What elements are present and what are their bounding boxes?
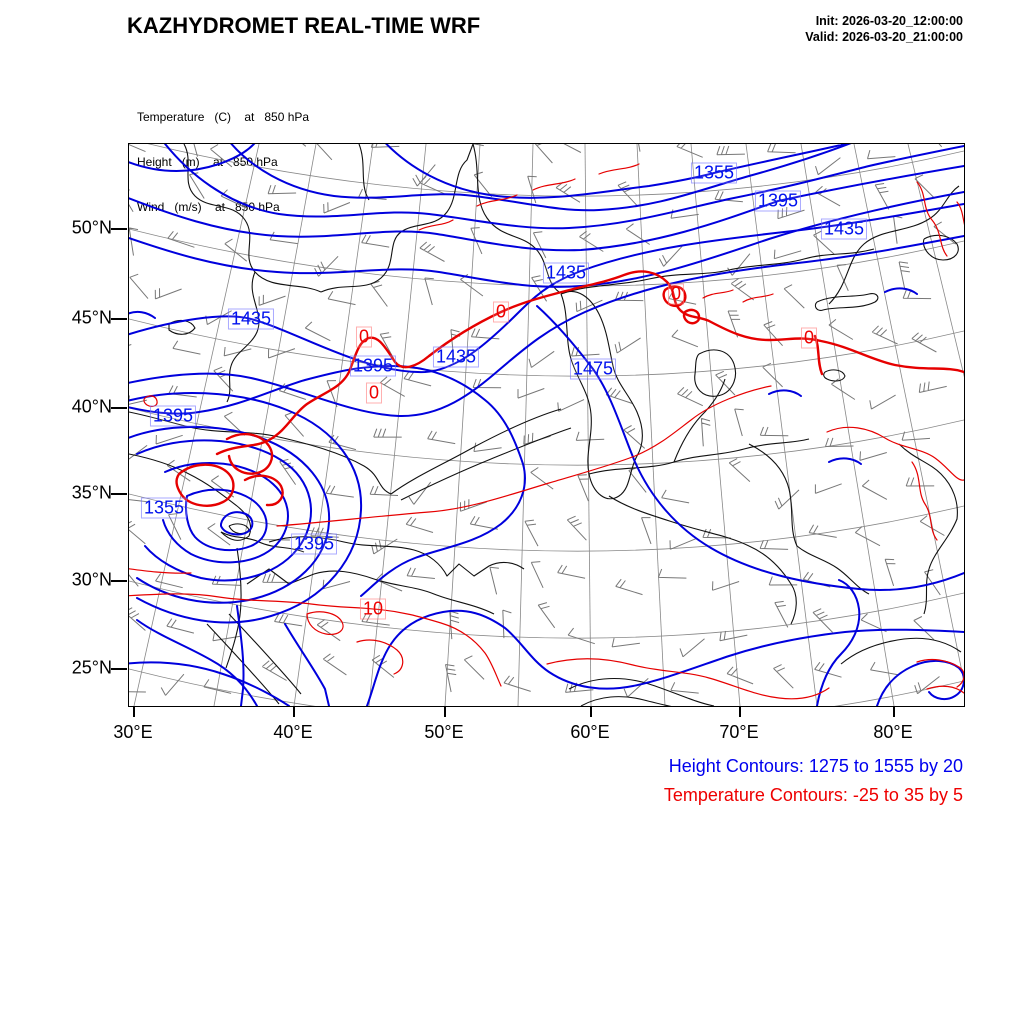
height-contour-label: 1355	[691, 163, 737, 184]
lon-tick-label: 80°E	[873, 722, 913, 742]
page-title: KAZHYDROMET REAL-TIME WRF	[127, 13, 481, 38]
temp-contour-label: 0	[366, 383, 382, 404]
lon-tick	[293, 706, 295, 717]
lat-tick-label: 40°N	[71, 396, 112, 417]
legend-height-line: Height (m) at 850 hPa	[137, 155, 278, 169]
lat-tick	[111, 407, 127, 409]
lon-tick	[590, 706, 592, 717]
lat-tick-label: 50°N	[71, 217, 112, 238]
lon-tick-label: 70°E	[719, 722, 759, 742]
lat-tick	[111, 580, 127, 582]
temp-contour-label: 0	[493, 302, 509, 323]
contour-labels-layer	[129, 144, 964, 706]
legend-wind-line: Wind (m/s) at 850 hPa	[137, 200, 280, 214]
lon-tick	[739, 706, 741, 717]
model-times	[805, 13, 963, 45]
lon-tick-label: 60°E	[570, 722, 610, 742]
valid-time: Valid: 2026-03-20_21:00:00	[805, 30, 963, 44]
height-contour-label: 1395	[291, 534, 337, 555]
lon-tick	[893, 706, 895, 717]
height-contour-label: 1435	[228, 309, 274, 330]
lon-tick-label: 50°E	[424, 722, 464, 742]
height-contour-label: 1435	[433, 347, 479, 368]
height-contours-note: Height Contours: 1275 to 1555 by 20	[668, 756, 963, 776]
height-contour-label: 1355	[141, 498, 187, 519]
lat-tick-label: 25°N	[71, 657, 112, 678]
lon-tick	[133, 706, 135, 717]
temperature-contours-note: Temperature Contours: -25 to 35 by 5	[663, 785, 963, 805]
height-contour-label: 1395	[150, 406, 196, 427]
lat-tick	[111, 318, 127, 320]
temp-contour-label: 10	[360, 599, 386, 620]
temp-contour-label: 0	[668, 284, 684, 305]
legend-temperature-line: Temperature (C) at 850 hPa	[137, 110, 310, 124]
lat-tick	[111, 493, 127, 495]
temp-contour-label: 0	[356, 327, 372, 348]
lat-tick	[111, 228, 127, 230]
init-time: Init: 2026-03-20_12:00:00	[815, 14, 963, 28]
height-contour-label: 1475	[570, 359, 616, 380]
lon-tick	[444, 706, 446, 717]
map-area	[128, 143, 965, 707]
lat-tick-label: 45°N	[71, 307, 112, 328]
height-contour-label: 1435	[821, 219, 867, 240]
height-contour-label: 1395	[755, 191, 801, 212]
lon-tick-label: 40°E	[273, 722, 313, 742]
height-contour-label: 1395	[350, 356, 396, 377]
lat-tick	[111, 668, 127, 670]
lon-tick-label: 30°E	[113, 722, 153, 742]
temp-contour-label: 0	[801, 328, 817, 349]
lat-tick-label: 35°N	[71, 482, 112, 503]
height-contour-label: 1435	[543, 263, 589, 284]
lat-tick-label: 30°N	[71, 569, 112, 590]
